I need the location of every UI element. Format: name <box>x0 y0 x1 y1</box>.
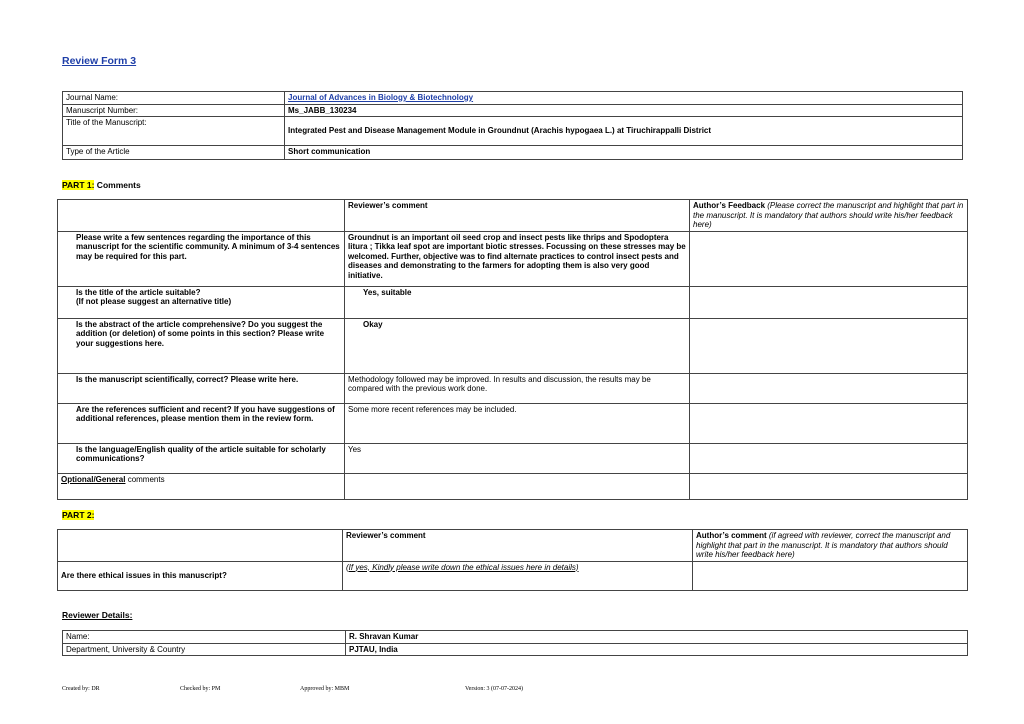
reviewer-details-heading: Reviewer Details: <box>62 610 133 620</box>
optional-general-bold: Optional/General <box>61 474 126 484</box>
manuscript-title-value: Integrated Pest and Disease Management Module in Groundnut (Arachis hypogaea L.) at Tiruchirappalli District <box>285 117 963 146</box>
part1-comments-table <box>57 199 968 500</box>
optional-general-suffix: comments <box>125 474 165 484</box>
footer-checked-by: Checked by: PM <box>180 686 221 692</box>
question-abstract: Is the abstract of the article comprehensive? Do you suggest the addition (or deletion) of some points in this section? Please write your suggestions here. <box>58 318 345 373</box>
feedback-optional[interactable] <box>690 473 968 499</box>
footer-version: Version: 3 (07-07-2024) <box>465 686 523 692</box>
question-title: Is the title of the article suitable? (If not please suggest an alternative title) <box>58 286 345 318</box>
journal-info-table <box>62 91 963 160</box>
question-language: Is the language/English quality of the article suitable for scholarly communications? <box>58 443 345 473</box>
footer-approved-by: Approved by: MBM <box>300 686 350 692</box>
journal-name-link[interactable]: Journal of Advances in Biology & Biotechnology <box>288 93 474 102</box>
part2-author-comment-title: Author’s comment <box>696 531 767 540</box>
feedback-ethics[interactable] <box>693 561 968 590</box>
footer-created-by: Created by: DR <box>62 686 100 692</box>
part2-heading <box>62 510 94 520</box>
feedback-importance[interactable] <box>690 231 968 286</box>
part1-header-author <box>690 200 968 232</box>
part2-header-reviewer: Reviewer’s comment <box>343 530 693 562</box>
question-references: Are the references sufficient and recent? If you have suggestions of additional references, please mention them in the review form. <box>58 403 345 443</box>
reviewer-dept-value: PJTAU, India <box>346 643 968 656</box>
part2-label: PART 2: <box>62 510 95 520</box>
part1-header-reviewer: Reviewer’s comment <box>345 200 690 232</box>
part2-ethics-table <box>57 529 968 591</box>
feedback-scientific[interactable] <box>690 373 968 403</box>
form-title: Review Form 3 <box>62 55 137 67</box>
part2-header-author <box>693 530 968 562</box>
reviewer-name-value: R. Shravan Kumar <box>346 631 968 644</box>
feedback-title[interactable] <box>690 286 968 318</box>
question-importance: Please write a few sentences regarding the importance of this manuscript for the scientific community. A minimum of 3-4 sentences may be required for this part. <box>58 231 345 286</box>
feedback-language[interactable] <box>690 443 968 473</box>
part1-heading-text: Comments <box>94 180 141 190</box>
feedback-references[interactable] <box>690 403 968 443</box>
part1-author-feedback-title: Author’s Feedback <box>693 201 766 210</box>
part1-heading <box>62 180 141 190</box>
comment-abstract: Okay <box>345 318 690 373</box>
comment-title: Yes, suitable <box>345 286 690 318</box>
journal-name-label: Journal Name: <box>63 92 285 105</box>
comment-references: Some more recent references may be included. <box>345 403 690 443</box>
part1-author-feedback-note: (Please correct the manuscript and highlight that part in the manuscript. It is mandatory that authors should write his/her feedback here) <box>693 201 964 229</box>
comment-ethics: (If yes, Kindly please write down the ethical issues here in details) <box>343 561 693 590</box>
manuscript-number-label: Manuscript Number: <box>63 104 285 117</box>
comment-scientific: Methodology followed may be improved. In results and discussion, the results may be compared with the previous work done. <box>345 373 690 403</box>
reviewer-details-table <box>62 630 968 656</box>
article-type-value: Short communication <box>285 146 963 160</box>
article-type-label: Type of the Article <box>63 146 285 160</box>
reviewer-dept-label: Department, University & Country <box>63 643 346 656</box>
question-ethics: Are there ethical issues in this manuscript? <box>58 561 343 590</box>
manuscript-number-value: Ms_JABB_130234 <box>285 104 963 117</box>
comment-language: Yes <box>345 443 690 473</box>
optional-general-label <box>58 473 345 499</box>
part2-header-empty <box>58 530 343 562</box>
part2-author-comment-note: (if agreed with reviewer, correct the manuscript and highlight that part in the manuscript. It is mandatory that authors should write his/her feedback here) <box>696 531 951 559</box>
comment-importance: Groundnut is an important oil seed crop and insect pests like thrips and Spodoptera litura ; Tikka leaf spot are important biotic stresses. Focussing on these stresses may be welcomed. Further, objective was to find alternate practices to control insect pests and diseases and demonstrating to the farmers for adopting them is also very good initiative. <box>345 231 690 286</box>
comment-optional[interactable] <box>345 473 690 499</box>
question-scientific: Is the manuscript scientifically, correct? Please write here. <box>58 373 345 403</box>
part1-header-empty <box>58 200 345 232</box>
reviewer-name-label: Name: <box>63 631 346 644</box>
manuscript-title-label: Title of the Manuscript: <box>63 117 285 146</box>
feedback-abstract[interactable] <box>690 318 968 373</box>
part1-label: PART 1: <box>62 180 95 190</box>
